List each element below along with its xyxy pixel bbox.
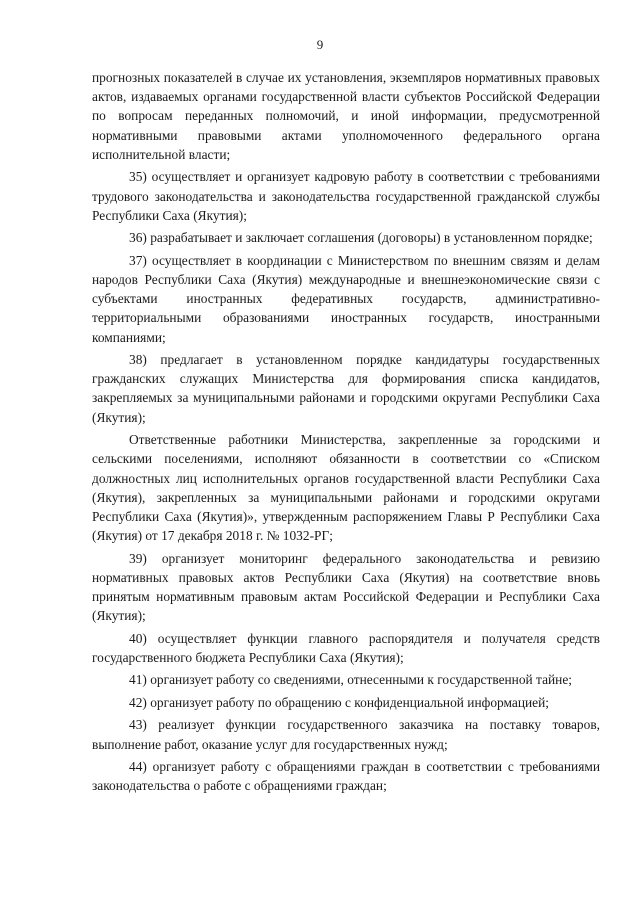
paragraph-item-38: 38) предлагает в установленном порядке кандидатуры государственных гражданских служащих Министерства для формирования списка кандидатов, закрепляемых за муниципальными районами и городскими округами Республики Саха (Якутия); xyxy=(92,352,600,425)
paragraph-item-44: 44) организует работу с обращениями граждан в соответствии с требованиями законодательства о работе с обращениями граждан; xyxy=(92,759,600,794)
paragraph-responsible-workers: Ответственные работники Министерства, закрепленные за городскими и сельскими поселениями, исполняют обязанности в соответствии со «Списком должностных лиц исполнительных органов государственной власти Республики Саха (Якутия), закрепленных за муниципальными районами и городскими округами Республики Саха (Якутия)», утвержденным распоряжением Главы Р Республики Саха (Якутия) от 17 декабря 2018 г. № 1032-РГ; xyxy=(92,432,600,544)
paragraph-item-43: 43) реализует функции государственного заказчика на поставку товаров, выполнение работ, оказание услуг для государственных нужд; xyxy=(92,717,600,752)
paragraph-item-37: 37) осуществляет в координации с Министерством по внешним связям и делам народов Республики Саха (Якутия) международные и внешнеэкономические связи с субъектами иностранных федеративных государств, административно-территориальными образованиями иностранных государств, иностранными компаниями; xyxy=(92,252,600,345)
paragraph-item-36: 36) разрабатывает и заключает соглашения (договоры) в установленном порядке; xyxy=(129,230,593,246)
paragraph-item-39: 39) организует мониторинг федерального законодательства и ревизию нормативных правовых актов Республики Саха (Якутия) на соответствие вновь принятым нормативным правовым актам Российской Федерации и Республики Саха (Якутия); xyxy=(92,550,600,624)
paragraph-item-35: 35) осуществляет и организует кадровую работу в соответствии с требованиями трудового законодательства и законодательства государственной гражданской службы Республики Саха (Якутия); xyxy=(92,169,600,223)
paragraph-item-42: 42) организует работу по обращению с конфиденциальной информацией; xyxy=(129,694,549,710)
paragraph-continuation: прогнозных показателей в случае их установления, экземпляров нормативных правовых актов, издаваемых органами государственной власти субъектов Российской Федерации по вопросам переданных полномочий, и иной информации, предусмотренной нормативными правовыми актами уполномоченного федерального органа исполнительной власти; xyxy=(92,70,600,162)
paragraph-item-41: 41) организует работу со сведениями, отнесенными к государственной тайне; xyxy=(129,672,573,688)
document-body xyxy=(92,68,600,799)
paragraph-item-40: 40) осуществляет функции главного распорядителя и получателя средств государственного бюджета Республики Саха (Якутия); xyxy=(92,630,600,665)
page-number: 9 xyxy=(316,37,324,52)
